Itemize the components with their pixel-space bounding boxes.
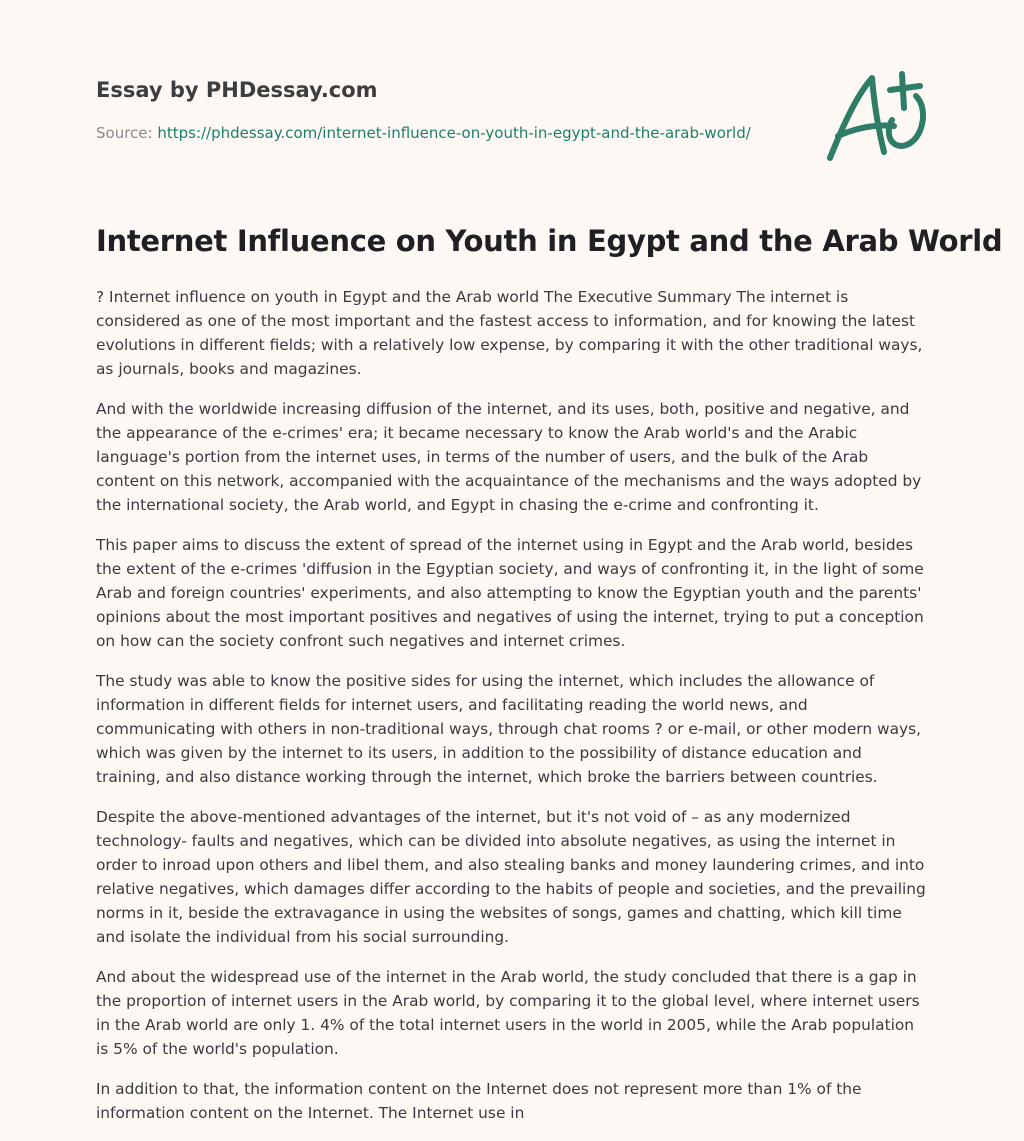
a-plus-logo-icon (816, 66, 932, 166)
essay-paragraph: In addition to that, the information content on the Internet does not represent more than 1% of the information content on the Internet. The Internet use in (96, 1080, 862, 1122)
essay-paragraph: And with the worldwide increasing diffusion of the internet, and its uses, both, positive and negative, and the appearance of the e-crimes' era; it became necessary to know the Arab world's and the Arabic language's portion from the internet uses, in terms of the number of users, and the bulk of the Arab content on this network, accompanied with the acquaintance of the mechanisms and the ways adopted by the international society, the Arab world, and Egypt in chasing the e-crime and confronting it. (96, 400, 922, 514)
brand-title: Essay by PHDessay.com (96, 78, 378, 102)
essay-paragraph: The study was able to know the positive sides for using the internet, which includes the allowance of information in different fields for internet users, and facilitating reading the world news, and communicating with others in non-traditional ways, through chat rooms ? or e-mail, or other modern ways, which was given by the internet to its users, in addition to the possibility of distance education and training, and also distance working through the internet, which broke the barriers between countries. (96, 672, 922, 786)
essay-paragraph: Despite the above-mentioned advantages of the internet, but it's not void of – as any modernized technology- faults and negatives, which can be divided into absolute negatives, as using the internet in order to inroad upon others and libel them, and also stealing banks and money laundering crimes, and into relative negatives, which damages differ according to the habits of people and societies, and the prevailing norms in it, beside the extravagance in using the websites of songs, games and chatting, which kill time and isolate the individual from his social surrounding. (96, 808, 926, 946)
source-label: Source: (96, 124, 158, 142)
essay-paragraph: And about the widespread use of the internet in the Arab world, the study concluded that there is a gap in the proportion of internet users in the Arab world, by comparing it to the global level, where internet users in the Arab world are only 1. 4% of the total internet users in the world in 2005, while the Arab population is 5% of the world's population. (96, 968, 920, 1058)
essay-paragraph: This paper aims to discuss the extent of spread of the internet using in Egypt and the Arab world, besides the extent of the e-crimes 'diffusion in the Egyptian society, and ways of confronting it, in the light of some Arab and foreign countries' experiments, and also attempting to know the Egyptian youth and the parents' opinions about the most important positives and negatives of using the internet, trying to put a conception on how can the society confront such negatives and internet crimes. (96, 536, 924, 650)
source-line (96, 124, 751, 142)
essay-paragraph: ? Internet influence on youth in Egypt and the Arab world The Executive Summary The internet is considered as one of the most important and the fastest access to information, and for knowing the latest evolutions in different fields; with a relatively low expense, by comparing it with the other traditional ways, as journals, books and magazines. (96, 288, 923, 378)
source-link[interactable]: https://phdessay.com/internet-influence-on-youth-in-egypt-and-the-arab-world/ (157, 124, 751, 142)
essay-body (96, 285, 928, 1141)
essay-title: Internet Influence on Youth in Egypt and the Arab World (96, 224, 1003, 258)
